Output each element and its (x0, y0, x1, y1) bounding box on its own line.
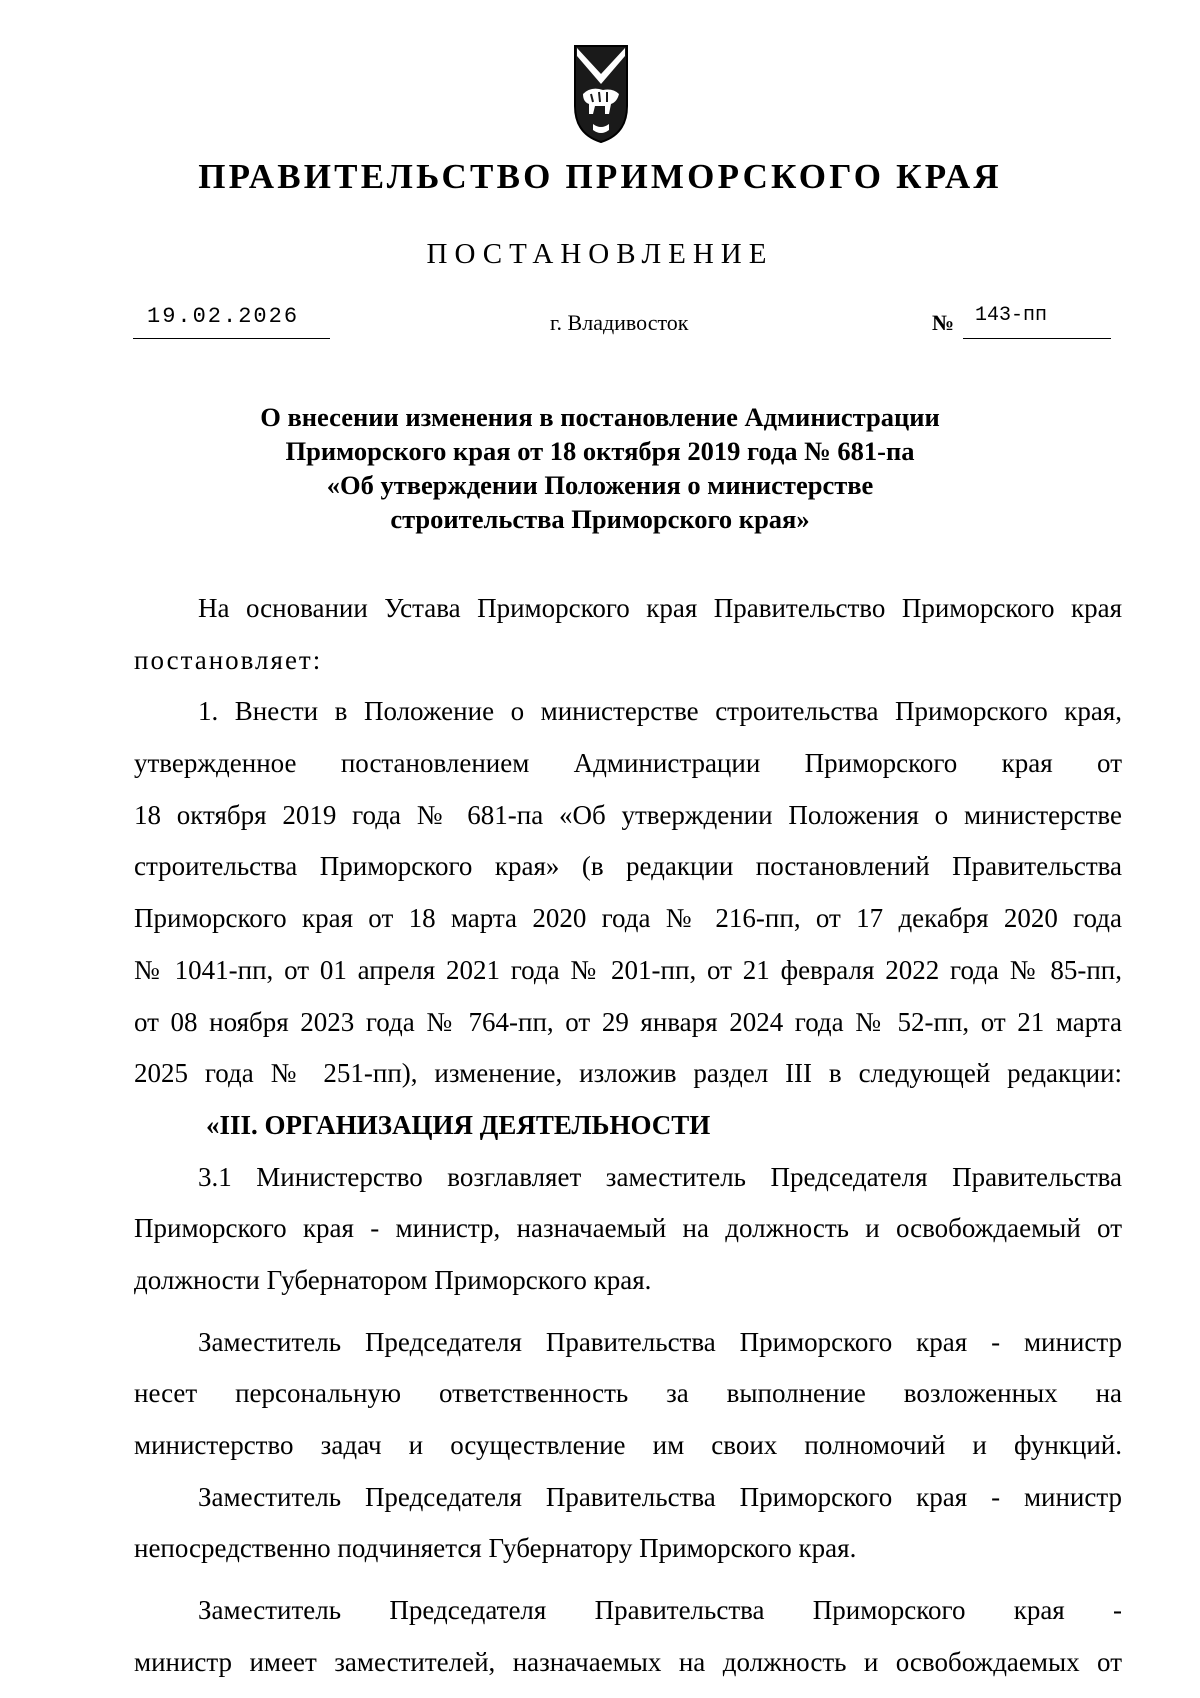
title-line: «Об утверждении Положения о министерстве (326, 470, 874, 500)
body-line: Заместитель Председателя Правительства Приморского края - министр (198, 1326, 1122, 1357)
document-city: г. Владивосток (550, 310, 689, 335)
body-line: На основании Устава Приморского края Правительство Приморского края (198, 593, 1122, 623)
body-line: должности Губернатором Приморского края. (134, 1264, 652, 1295)
body-line: министр имеет заместителей, назначаемых на должность и освобождаемых от (134, 1646, 1122, 1677)
body-line: 2025 года № 251-пп), изменение, изложив раздел III в следующей редакции: (134, 1058, 1122, 1089)
body-line: 18 октября 2019 года № 681-па «Об утверждении Положения о министерстве (134, 799, 1122, 830)
body-line: несет персональную ответственность за выполнение возложенных на (134, 1378, 1122, 1409)
title-line: строительства Приморского края» (390, 504, 810, 534)
document-body (134, 583, 1122, 1688)
document-title (0, 400, 1200, 536)
body-line: министерство задач и осуществление им своих полномочий и функций. (134, 1430, 1122, 1460)
body-line: № 1041-пп, от 01 апреля 2021 года № 201-пп, от 21 февраля 2022 года № 85-пп, (134, 954, 1122, 985)
organization-title: ПРАВИТЕЛЬСТВО ПРИМОРСКОГО КРАЯ (198, 157, 1002, 196)
body-line: непосредственно подчиняется Губернатору Приморского края. (134, 1533, 857, 1564)
body-line: от 08 ноября 2023 года № 764-пп, от 29 января 2024 года № 52-пп, от 21 марта (134, 1006, 1122, 1037)
document-number: 143-пп (963, 305, 1111, 339)
body-line: Заместитель Председателя Правительства Приморского края - министр (198, 1481, 1122, 1512)
body-line: постановляет: (134, 644, 323, 675)
document-date: 19.02.2026 (133, 306, 330, 339)
body-line: строительства Приморского края» (в редакции постановлений Правительства (134, 851, 1122, 882)
document-type: ПОСТАНОВЛЕНИЕ (426, 238, 774, 270)
body-line: 1. Внести в Положение о министерстве строительства Приморского края, (198, 696, 1122, 727)
coat-of-arms-icon (573, 44, 629, 144)
body-line: Приморского края от 18 марта 2020 года № 216-пп, от 17 декабря 2020 года (134, 903, 1122, 934)
body-line: Заместитель Председателя Правительства Приморского края - (198, 1595, 1122, 1626)
body-line: утвержденное постановлением Администрации Приморского края от (134, 748, 1122, 779)
body-line: Приморского края - министр, назначаемый на должность и освобождаемый от (134, 1213, 1122, 1244)
section-heading: «III. ОРГАНИЗАЦИЯ ДЕЯТЕЛЬНОСТИ (206, 1109, 711, 1140)
title-line: Приморского края от 18 октября 2019 года № 681-па (285, 436, 915, 466)
title-line: О внесении изменения в постановление Администрации (260, 402, 940, 432)
number-label: № (932, 310, 955, 335)
body-line: 3.1 Министерство возглавляет заместитель Председателя Правительства (198, 1161, 1122, 1192)
